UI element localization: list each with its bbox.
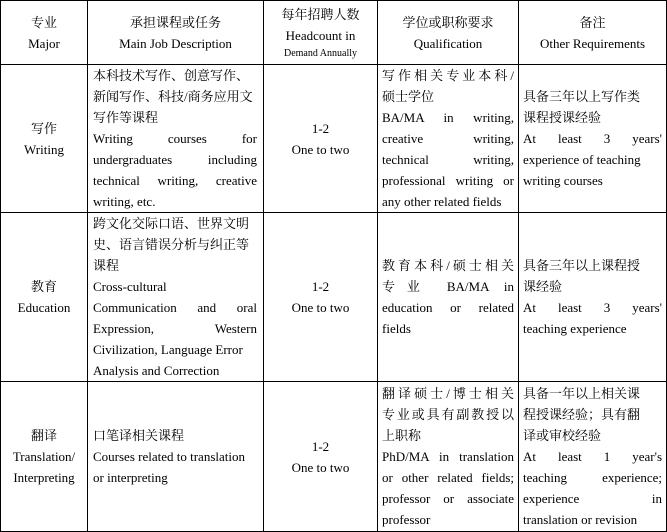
header-qual-en: Qualification — [413, 35, 483, 51]
req-line: translation or revision — [523, 512, 638, 527]
major-en: Translation/ — [12, 449, 76, 464]
count-num: 1-2 — [311, 279, 330, 294]
req-line: At least 3 years' — [523, 131, 662, 146]
req-line: At least 3 years' — [523, 300, 662, 315]
count-num: 1-2 — [311, 120, 330, 136]
req-line: 具备一年以上相关课 — [523, 386, 641, 401]
header-description — [88, 1, 264, 65]
qual-line: BA/MA in writing, — [382, 110, 514, 125]
desc-line: 本科技术写作、创意写作、 — [93, 68, 250, 83]
req-line: At least 1 year's — [523, 449, 662, 464]
major-cell — [1, 65, 88, 213]
major-en: Education — [17, 300, 71, 315]
desc-line: undergraduates including — [93, 152, 257, 167]
req-line: 具备三年以上写作类 — [523, 89, 641, 104]
qual-line: 专业或具有副教授以 — [382, 407, 514, 422]
headcount-cell — [264, 382, 378, 532]
req-line: 译或审校经验 — [523, 428, 602, 443]
headcount-cell — [264, 65, 378, 213]
desc-line: Cross-cultural — [93, 279, 167, 294]
header-desc-en: Main Job Description — [119, 35, 232, 51]
header-major — [1, 1, 88, 65]
header-req-zh: 备注 — [579, 14, 606, 30]
major-zh: 翻译 — [30, 428, 57, 443]
header-count-en2: Demand Annually — [283, 47, 358, 59]
header-requirements — [519, 1, 667, 65]
qualification-cell — [378, 382, 519, 532]
header-req-en: Other Requirements — [539, 35, 646, 51]
major-zh: 教育 — [30, 279, 57, 294]
header-qual-zh: 学位或职称要求 — [402, 14, 494, 30]
headcount-cell — [264, 213, 378, 382]
qualification-cell — [378, 65, 519, 213]
requirements-cell — [519, 65, 667, 213]
table-row — [1, 65, 667, 213]
desc-line: Courses related to translation — [93, 449, 245, 464]
count-en: One to two — [291, 141, 350, 157]
major-zh: 写作 — [30, 120, 57, 136]
qual-line: technical writing, — [382, 152, 514, 167]
qual-line: professor — [382, 512, 431, 527]
qual-line: 上职称 — [382, 428, 422, 443]
description-cell — [88, 213, 264, 382]
qual-line: 专业 BA/MA in — [382, 279, 514, 294]
req-line: writing courses — [523, 173, 603, 188]
req-line: experience of teaching — [523, 152, 641, 167]
header-headcount — [264, 1, 378, 65]
desc-line: Analysis and Correction — [93, 363, 220, 378]
requirements-cell — [519, 213, 667, 382]
header-qualification — [378, 1, 519, 65]
desc-line: 跨文化交际口语、世界文明 — [93, 216, 250, 231]
qual-line: fields — [382, 321, 411, 336]
header-count-en1: Headcount in — [285, 27, 356, 43]
desc-line: writing, etc. — [93, 194, 156, 209]
qual-line: any other related fields — [382, 194, 502, 209]
req-line: teaching experience — [523, 321, 627, 336]
header-row — [1, 1, 667, 65]
desc-line: Civilization, Language Error — [93, 342, 243, 357]
qual-line: 教育本科/硕士相关 — [382, 258, 514, 273]
requirements-cell — [519, 382, 667, 532]
major-en: Writing — [24, 141, 64, 157]
qual-line: professional writing or — [382, 173, 514, 188]
description-cell — [88, 65, 264, 213]
table-row — [1, 213, 667, 382]
qual-line: 写作相关专业本科/ — [382, 68, 514, 83]
desc-line: 新闻写作、科技/商务应用文 — [93, 89, 253, 104]
count-en: One to two — [291, 300, 350, 315]
desc-line: technical writing, creative — [93, 173, 257, 188]
header-count-zh: 每年招聘人数 — [281, 6, 360, 22]
req-line: 具备三年以上课程授 — [523, 258, 641, 273]
header-major-zh: 专业 — [30, 14, 57, 30]
header-desc-zh: 承担课程或任务 — [129, 14, 221, 30]
major-en: Interpreting — [13, 470, 75, 485]
desc-line: 口笔译相关课程 — [93, 428, 185, 443]
major-cell — [1, 213, 88, 382]
header-major-en: Major — [28, 35, 60, 51]
qual-line: professor or associate — [382, 491, 514, 506]
desc-line: or interpreting — [93, 470, 168, 485]
desc-line: 史、语言错误分析与纠正等 — [93, 237, 250, 252]
desc-line: 写作等课程 — [93, 110, 159, 125]
desc-line: Communication and oral — [93, 300, 257, 315]
desc-line: 课程 — [93, 258, 120, 273]
table-row — [1, 382, 667, 532]
req-line: teaching experience; — [523, 470, 662, 485]
qual-line: PhD/MA in translation — [382, 449, 514, 464]
qualification-cell — [378, 213, 519, 382]
qual-line: 硕士学位 — [382, 89, 435, 104]
qual-line: creative writing, — [382, 131, 514, 146]
req-line: 程授课经验；具有翻 — [523, 407, 641, 422]
qual-line: education or related — [382, 300, 514, 315]
desc-line: Expression, Western — [93, 321, 257, 336]
major-cell — [1, 382, 88, 532]
desc-line: Writing courses for — [93, 131, 257, 146]
count-num: 1-2 — [311, 438, 330, 454]
qual-line: 翻译硕士/博士相关 — [382, 386, 514, 401]
req-line: 课经验 — [523, 279, 563, 294]
count-en: One to two — [291, 459, 350, 475]
qual-line: or other related fields; — [382, 470, 514, 485]
description-cell — [88, 382, 264, 532]
req-line: 课程授课经验 — [523, 110, 602, 125]
req-line: experience in — [523, 491, 662, 506]
